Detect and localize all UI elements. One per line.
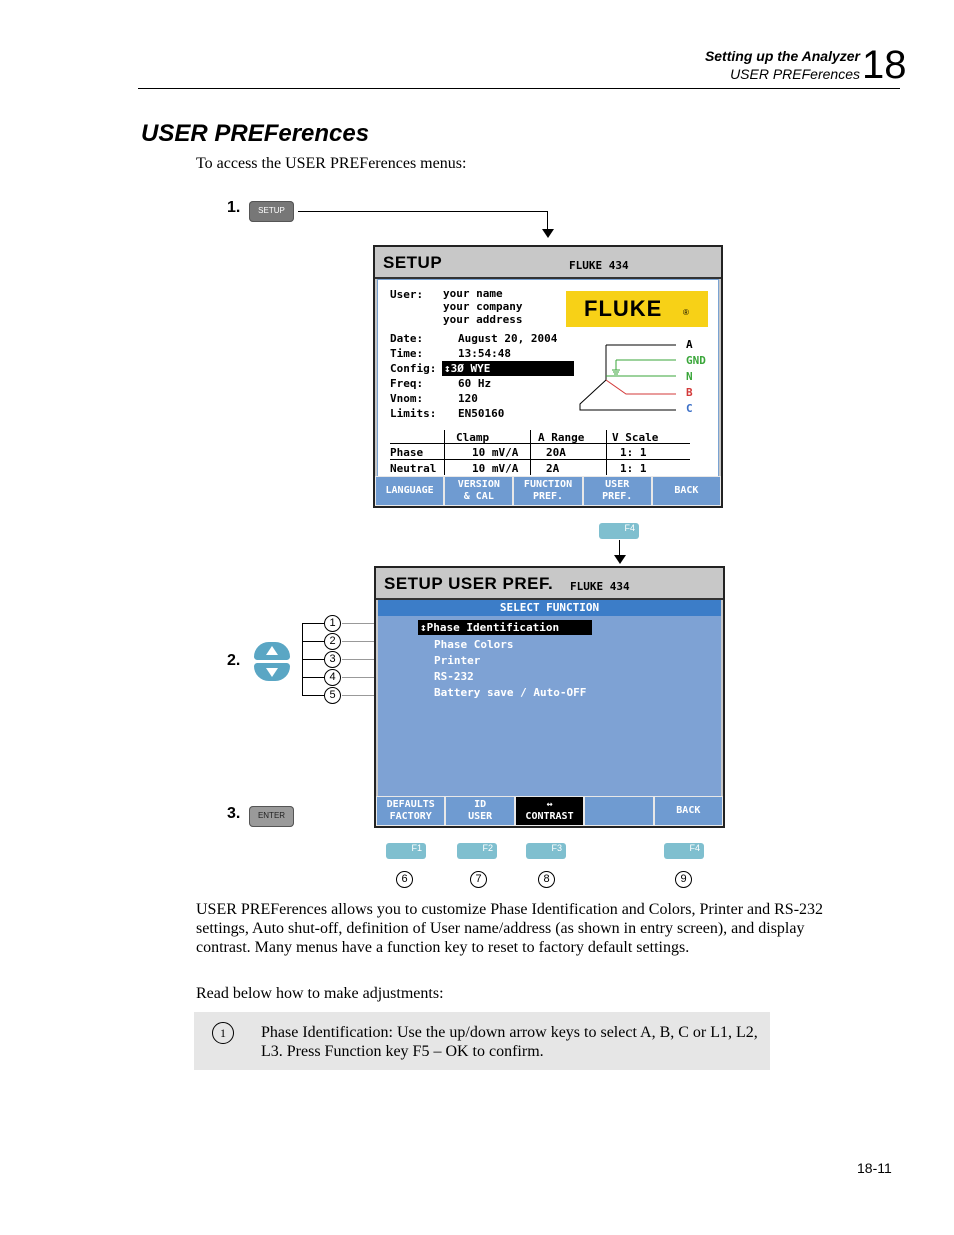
registered-mark-icon: ® <box>683 308 689 317</box>
softkey-back[interactable]: BACK <box>653 477 720 505</box>
softkey-user-pref[interactable]: USER PREF. <box>584 477 651 505</box>
up-arrow-key-button[interactable] <box>254 642 290 660</box>
chapter-number: 18 <box>862 43 907 87</box>
table-row <box>390 445 647 460</box>
row-name: Phase <box>390 446 424 459</box>
screen-header <box>375 247 721 279</box>
callout-8: 8 <box>538 871 555 888</box>
connector-line <box>547 211 548 231</box>
arrow-up-icon <box>266 646 278 655</box>
page-title: USER PREFerences <box>141 120 370 147</box>
note-text: Phase Identification: Use the up/down arrow keys to select A, B, C or L1, L2, L3. Press Function key F5 – OK to confirm. <box>261 1024 758 1060</box>
row-scale: 1: 1 <box>620 462 647 475</box>
note-box <box>194 1012 770 1070</box>
setup-screen <box>373 245 723 508</box>
table-header-scale: V Scale <box>612 431 659 444</box>
screen-body <box>378 600 721 797</box>
softkey-bar <box>376 796 723 826</box>
bracket-line <box>302 659 324 660</box>
f3-key-button[interactable]: F3 <box>526 843 566 859</box>
row-name: Neutral <box>390 462 437 475</box>
intro-text: To access the USER PREFerences menus: <box>196 155 467 172</box>
screen-title: SETUP USER PREF. <box>384 574 554 593</box>
table-header-clamp: Clamp <box>456 431 490 444</box>
connector-line <box>298 211 548 212</box>
user-label: User: <box>390 288 424 301</box>
freq-value: 60 Hz <box>458 377 492 390</box>
enter-key-button[interactable]: ENTER <box>249 806 294 827</box>
screen-model: FLUKE 434 <box>570 580 630 593</box>
setup-key-button[interactable]: SETUP <box>249 201 294 222</box>
step-3-label: 3. <box>227 805 241 822</box>
vnom-label: Vnom: <box>390 392 424 405</box>
settings-labels <box>390 331 436 421</box>
arrow-down-icon <box>266 668 278 677</box>
screen-title: SETUP <box>383 253 443 272</box>
callout-7: 7 <box>470 871 487 888</box>
row-clamp: 10 mV/A <box>472 462 519 475</box>
phase-gnd-label: GND <box>686 354 706 367</box>
user-company: your company <box>443 300 523 313</box>
screen-header <box>376 568 723 600</box>
screen-model: FLUKE 434 <box>569 259 629 272</box>
header-subsection-title: USER PREFerences <box>730 66 860 82</box>
select-function-header: SELECT FUNCTION <box>378 600 721 616</box>
f1-key-button[interactable]: F1 <box>386 843 426 859</box>
user-name: your name <box>443 287 503 300</box>
header-rule <box>138 88 900 89</box>
callout-3: 3 <box>324 651 341 668</box>
phase-c-label: C <box>686 402 693 415</box>
date-label: Date: <box>390 332 424 345</box>
softkey-version-cal[interactable]: VERSION & CAL <box>445 477 512 505</box>
settings-values <box>444 331 574 421</box>
phase-a-label: A <box>686 338 693 351</box>
f2-key-button[interactable]: F2 <box>457 843 497 859</box>
menu-item-phase-identification[interactable]: ↕Phase Identification <box>418 620 592 635</box>
down-arrow-key-button[interactable] <box>254 663 290 681</box>
table-header-range: A Range <box>538 431 585 444</box>
bracket-line <box>302 641 324 642</box>
setup-user-pref-screen <box>374 566 725 828</box>
menu-item-battery-save[interactable]: Battery save / Auto-OFF <box>434 686 587 699</box>
softkey-empty[interactable] <box>585 797 652 825</box>
softkey-language[interactable]: LANGUAGE <box>376 477 443 505</box>
arrow-down-icon <box>542 229 554 238</box>
callout-2: 2 <box>324 633 341 650</box>
user-address: your address <box>443 313 523 326</box>
menu-item-printer[interactable]: Printer <box>434 654 481 667</box>
phase-n-label: N <box>686 370 693 383</box>
phase-b-label: B <box>686 386 693 399</box>
time-label: Time: <box>390 347 424 360</box>
date-value: August 20, 2004 <box>458 332 558 345</box>
row-scale: 1: 1 <box>620 446 647 459</box>
f4-key-button[interactable]: F4 <box>664 843 704 859</box>
step-1-label: 1. <box>227 199 241 216</box>
page-number: 18-11 <box>857 1160 892 1176</box>
config-value[interactable]: ↕3Ø WYE <box>442 361 574 376</box>
step-2-label: 2. <box>227 652 241 669</box>
softkey-back[interactable]: BACK <box>655 797 722 825</box>
bracket-line <box>302 677 324 678</box>
bracket-line <box>302 695 324 696</box>
table-row <box>390 461 647 476</box>
config-label: Config: <box>390 362 437 375</box>
freq-label: Freq: <box>390 377 424 390</box>
row-range: 2A <box>546 462 560 475</box>
callout-1: 1 <box>324 615 341 632</box>
menu-item-rs232[interactable]: RS-232 <box>434 670 474 683</box>
row-clamp: 10 mV/A <box>472 446 519 459</box>
header-section-title: Setting up the Analyzer <box>704 48 860 64</box>
arrow-down-icon <box>614 555 626 564</box>
user-info <box>443 287 522 326</box>
softkey-contrast[interactable]: ↔ CONTRAST <box>516 797 583 825</box>
row-range: 20A <box>546 446 566 459</box>
fluke-logo <box>566 291 708 327</box>
fluke-logo-text: FLUKE <box>584 296 663 321</box>
note-number-badge: 1 <box>212 1022 234 1044</box>
vnom-value: 120 <box>458 392 478 405</box>
callout-9: 9 <box>675 871 692 888</box>
phase-labels <box>686 337 706 417</box>
time-value: 13:54:48 <box>458 347 511 360</box>
callout-4: 4 <box>324 669 341 686</box>
menu-item-phase-colors[interactable]: Phase Colors <box>434 638 514 651</box>
instruction-paragraph: Read below how to make adjustments: <box>196 985 444 1002</box>
softkey-id-user[interactable]: ID USER <box>446 797 513 825</box>
limits-label: Limits: <box>390 407 437 420</box>
description-paragraph: USER PREFerences allows you to customize Phase Identification and Colors, Printer and RS-232 settings, Auto shut-off, definition of User name/address (as shown in entry screen), and display contrast. Many menus have a function key to reset to factory default settings. <box>196 901 824 956</box>
f4-key-button[interactable]: F4 <box>599 523 639 539</box>
softkey-bar <box>375 476 721 506</box>
limits-value: EN50160 <box>458 407 505 420</box>
screen-body <box>377 279 719 477</box>
bracket-line <box>302 623 324 624</box>
callout-6: 6 <box>396 871 413 888</box>
wye-wiring-diagram <box>576 340 682 416</box>
callout-5: 5 <box>324 687 341 704</box>
softkey-defaults-factory[interactable]: DEFAULTS FACTORY <box>377 797 444 825</box>
softkey-function-pref[interactable]: FUNCTION PREF. <box>514 477 581 505</box>
